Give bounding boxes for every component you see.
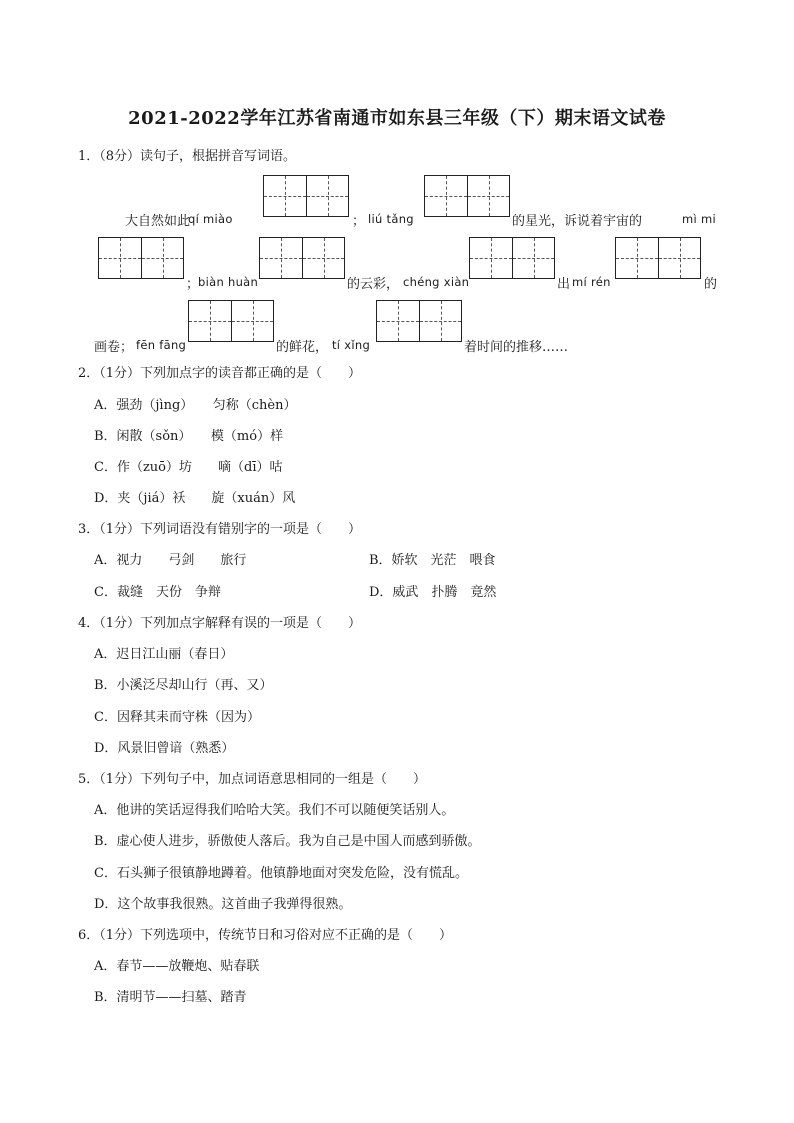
q1-line2-mid1: 的云彩， [347,277,400,292]
q6-option-b: B．清明节——扫墓、踏青 [94,990,247,1005]
q4-stem: 4．（1分）下列加点字解释有误的一项是（ ） [78,616,362,631]
q1-line3-prefix: 画卷； [94,340,134,355]
q1-pinyin-mimi: mì mi [682,212,716,226]
q3-option-a: A．视力 弓剑 旅行 [94,553,247,568]
q3-option-d: D．威武 扑腾 竟然 [369,585,497,600]
q1-line2-mid2: 出 [557,277,571,292]
q1-line3-mid: 的鲜花， [276,340,329,355]
answer-box-fenfang[interactable] [188,300,274,342]
q1-pinyin-liutang: liú tǎng [368,212,414,226]
q4-option-d: D．风景旧曾谙（熟悉） [94,741,235,756]
q1-line1-suffix: 的星光，诉说着宇宙的 [512,214,643,229]
q2-option-a: A．强劲（jìng） 匀称（chèn） [94,398,297,413]
answer-box-miren[interactable] [615,237,701,279]
exam-title: 2021-2022学年江苏省南通市如东县三年级（下）期末语文试卷 [128,108,666,129]
q2-option-d: D．夹（jiá）袄 旋（xuán）风 [94,491,296,506]
q1-line2-end: 的 [704,277,718,292]
q1-sep1: ； [352,214,366,229]
q1-sep2: ； [186,277,200,292]
q3-stem: 3．（1分）下列词语没有错别字的一项是（ ） [78,522,362,537]
q5-option-b: B．虚心使人进步，骄傲使人落后。我为自己是中国人而感到骄傲。 [94,834,481,849]
q6-option-a: A．春节——放鞭炮、贴春联 [94,959,260,974]
q6-stem: 6．（1分）下列选项中，传统节日和习俗对应不正确的是（ ） [78,928,453,943]
q5-option-a: A．他讲的笑话逗得我们哈哈大笑。我们不可以随便笑话别人。 [94,803,455,818]
q1-stem: 1．（8分）读句子，根据拼音写词语。 [78,149,297,164]
q4-option-b: B．小溪泛尽却山行（再、又） [94,678,273,693]
q5-option-c: C．石头狮子很镇静地蹲着。他镇静地面对突发危险，没有慌乱。 [94,866,468,881]
answer-box-bianhuan[interactable] [259,237,345,279]
q1-pinyin-fenfang: fēn fāng [136,338,187,352]
q5-option-d: D．这个故事我很熟。这首曲子我弹得很熟。 [94,897,352,912]
answer-box-mimi[interactable] [98,237,184,279]
q3-option-b: B．娇软 光茫 喂食 [369,553,496,568]
q3-option-c: C．裁缝 天份 争辩 [94,585,221,600]
q1-pinyin-chengxian: chéng xiàn [403,275,470,289]
q1-line3-end: 着时间的推移…… [464,340,569,355]
q1-line1-prefix: 大自然如此 [125,214,191,229]
q2-stem: 2．（1分）下列加点字的读音都正确的是（ ） [78,366,362,381]
answer-box-tixing[interactable] [376,300,462,342]
q2-option-b: B．闲散（sǒn） 模（mó）样 [94,429,284,444]
q4-option-c: C．因释其耒而守株（因为） [94,710,260,725]
answer-box-chengxian[interactable] [469,237,555,279]
q1-pinyin-qimiao: qí miào [188,212,233,226]
q1-pinyin-tixing: tí xǐng [332,338,371,352]
answer-box-qimiao[interactable] [263,175,349,217]
answer-box-liutang[interactable] [424,175,510,217]
q4-option-a: A．迟日江山丽（春日） [94,647,234,662]
q1-pinyin-miren: mí rén [572,275,611,289]
q5-stem: 5．（1分）下列句子中，加点词语意思相同的一组是（ ） [78,772,427,787]
q1-pinyin-bianhuan: biàn huàn [198,275,259,289]
q2-option-c: C．作（zuō）坊 嘀（dī）咕 [94,460,283,475]
